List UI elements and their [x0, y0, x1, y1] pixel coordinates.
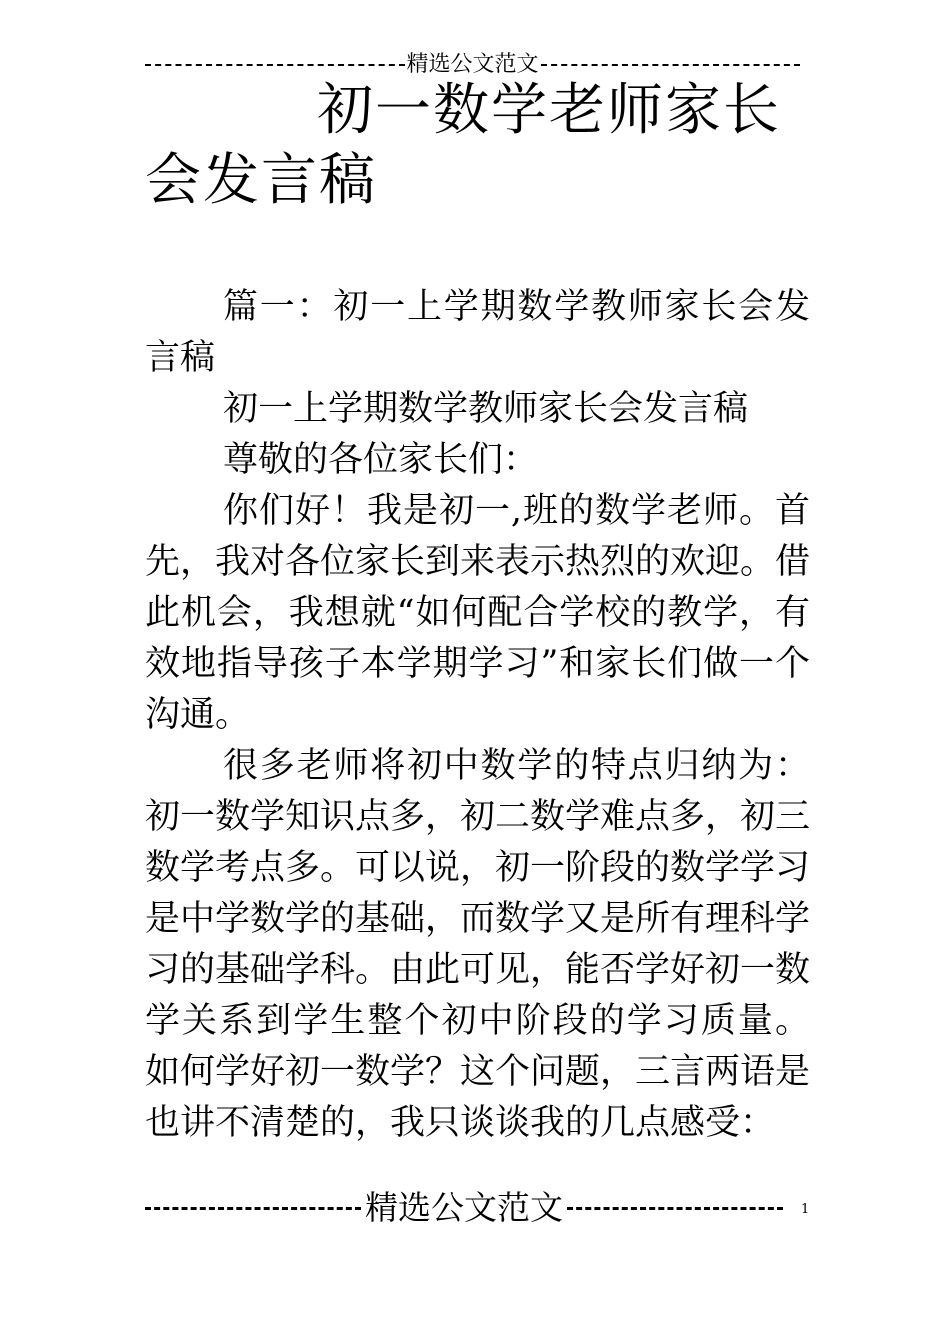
- paragraph-section-heading: 篇一：初一上学期数学教师家长会发言稿: [145, 287, 810, 378]
- header-dash-right: [541, 64, 801, 66]
- paragraph-greeting: 你们好！我是初一,班的数学老师。首先，我对各位家长到来表示热烈的欢迎。借此机会，我想就“如何配合学校的教学，有效地指导孩子本学期学习”和家长们做一个沟通。: [145, 491, 811, 735]
- paragraph-math-characteristics: 很多老师将初中数学的特点归纳为：初一数学知识点多，初二数学难点多，初三数学考点多。可以说，初一阶段的数学学习是中学数学的基础，而数学又是所有理科学习的基础学科。由此可见，能否学好初一数学关系到学生整个初中阶段的学习质量。 如何学好初一数学？这个问题，三言两语是也讲不清楚的，我只谈谈我的几点感受：: [145, 746, 811, 1143]
- page-number: 1: [801, 1202, 810, 1217]
- paragraph-subtitle: 初一上学期数学教师家长会发言稿: [223, 389, 749, 429]
- document-body: [145, 282, 810, 1149]
- paragraph-salutation: 尊敬的各位家长们：: [223, 440, 539, 480]
- header-dash-left: [145, 64, 405, 66]
- page-footer: [145, 1186, 783, 1230]
- document-title: 初一数学老师家长会发言稿: [145, 78, 781, 213]
- footer-dash-left: [145, 1207, 361, 1210]
- footer-label: 精选公文范文: [365, 1188, 563, 1227]
- footer-dash-right: [567, 1207, 783, 1210]
- header-label: 精选公文范文: [406, 52, 539, 77]
